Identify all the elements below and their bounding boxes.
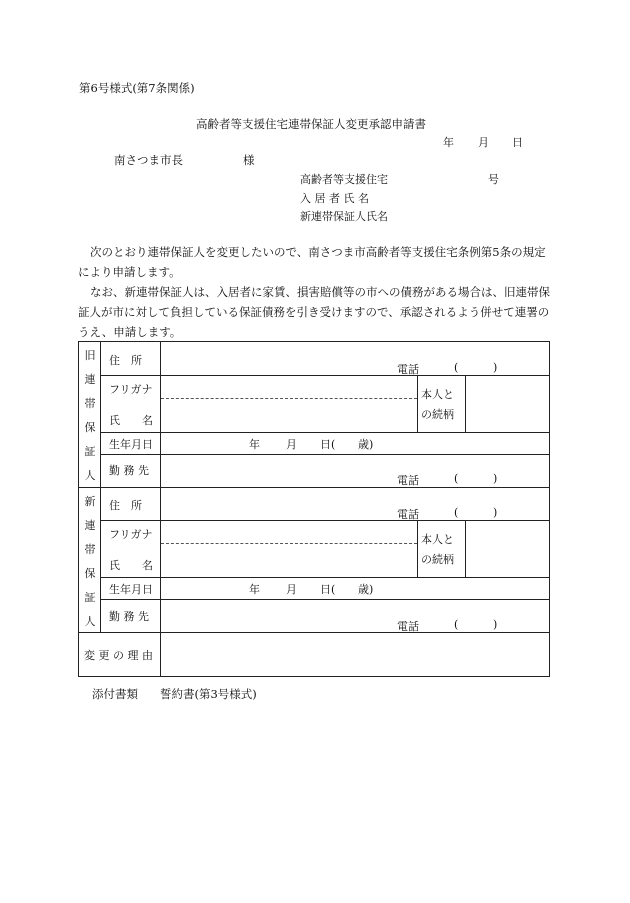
row-line — [100, 577, 550, 578]
old-name-label: 氏 名 — [109, 414, 153, 427]
old-birth-day: 日( — [320, 438, 336, 451]
new-birth-month: 月 — [286, 583, 297, 596]
document-title: 高齢者等支援住宅連帯保証人変更承認申請書 — [196, 117, 426, 131]
furigana-dashed-line — [161, 543, 417, 544]
new-address-phone-label: 電話 — [397, 508, 419, 521]
new-relation-label-2: の続柄 — [421, 553, 454, 566]
new-guarantor-section-label: 新 連 帯 保 証 人 — [84, 495, 96, 628]
paren-close: ) — [493, 618, 498, 631]
resident-name-label: 入 居 者 氏 名 — [300, 192, 369, 205]
date-month-label: 月 — [478, 136, 489, 149]
body-text — [78, 242, 554, 342]
new-address-label: 住 所 — [109, 499, 142, 512]
section-line — [79, 632, 550, 633]
paren-close: ) — [493, 506, 498, 519]
new-workplace-label: 勤 務 先 — [109, 610, 149, 623]
change-reason-label: 変 更 の 理 由 — [84, 649, 153, 662]
old-birth-year: 年 — [249, 438, 260, 451]
applicant-housing-label: 高齢者等支援住宅 — [300, 173, 388, 186]
paren-close: ) — [493, 472, 498, 485]
new-birth-year: 年 — [249, 583, 260, 596]
row-line — [100, 432, 550, 433]
row-line — [100, 599, 550, 600]
new-workplace-phone-label: 電話 — [397, 620, 419, 633]
new-relation-label-1: 本人と — [421, 533, 454, 546]
row-line — [100, 454, 550, 455]
label-divider — [160, 342, 161, 677]
attachments-label: 添付書類 — [92, 687, 138, 701]
old-relation-label-2: の続柄 — [421, 408, 454, 421]
relation-divider-old-left — [417, 375, 418, 432]
new-guarantor-name-label: 新連帯保証人氏名 — [300, 210, 388, 223]
old-workplace-phone-label: 電話 — [397, 474, 419, 487]
old-address-label: 住 所 — [109, 354, 142, 367]
addressee-honorific: 様 — [243, 153, 255, 167]
date-year-label: 年 — [443, 136, 454, 149]
old-birth-age: 歳) — [358, 438, 374, 451]
new-birth-age: 歳) — [358, 583, 374, 596]
old-birthdate-label: 生年月日 — [109, 438, 153, 451]
paren-open: ( — [454, 472, 459, 485]
old-address-phone-label: 電話 — [397, 363, 419, 376]
paren-open: ( — [454, 506, 459, 519]
furigana-dashed-line — [161, 398, 417, 399]
addressee-mayor: 南さつま市長 — [114, 153, 183, 167]
body-paragraph-1: 次のとおり連帯保証人を変更したいので、南さつま市高齢者等支援住宅条例第5条の規定により申請します。 — [78, 245, 546, 279]
applicant-number-unit: 号 — [488, 173, 499, 186]
old-workplace-label: 勤 務 先 — [109, 464, 149, 477]
body-paragraph-2: なお、新連帯保証人は、入居者に家賃、損害賠償等の市への債務がある場合は、旧連帯保証人が市に対して負担している保証債務を引き受けますので、承認されるよう併せて連署のうえ、申請します。 — [78, 285, 550, 339]
relation-divider-old-right — [465, 375, 466, 432]
application-form-table — [78, 341, 550, 677]
paren-open: ( — [454, 618, 459, 631]
old-furigana-label: フリガナ — [109, 383, 153, 396]
row-line — [100, 520, 550, 521]
form-number: 第6号様式(第7条関係) — [79, 81, 195, 95]
attachments-item: 誓約書(第3号様式) — [160, 687, 257, 701]
new-name-label: 氏 名 — [109, 559, 153, 572]
relation-divider-new-right — [465, 520, 466, 577]
old-guarantor-section-label: 旧 連 帯 保 証 人 — [84, 349, 96, 482]
new-birth-day: 日( — [320, 583, 336, 596]
paren-close: ) — [493, 361, 498, 374]
date-day-label: 日 — [512, 136, 523, 149]
relation-divider-new-left — [417, 520, 418, 577]
section-line — [79, 487, 550, 488]
old-birth-month: 月 — [286, 438, 297, 451]
new-furigana-label: フリガナ — [109, 528, 153, 541]
row-line — [100, 375, 550, 376]
old-relation-label-1: 本人と — [421, 388, 454, 401]
new-birthdate-label: 生年月日 — [109, 583, 153, 596]
paren-open: ( — [454, 361, 459, 374]
